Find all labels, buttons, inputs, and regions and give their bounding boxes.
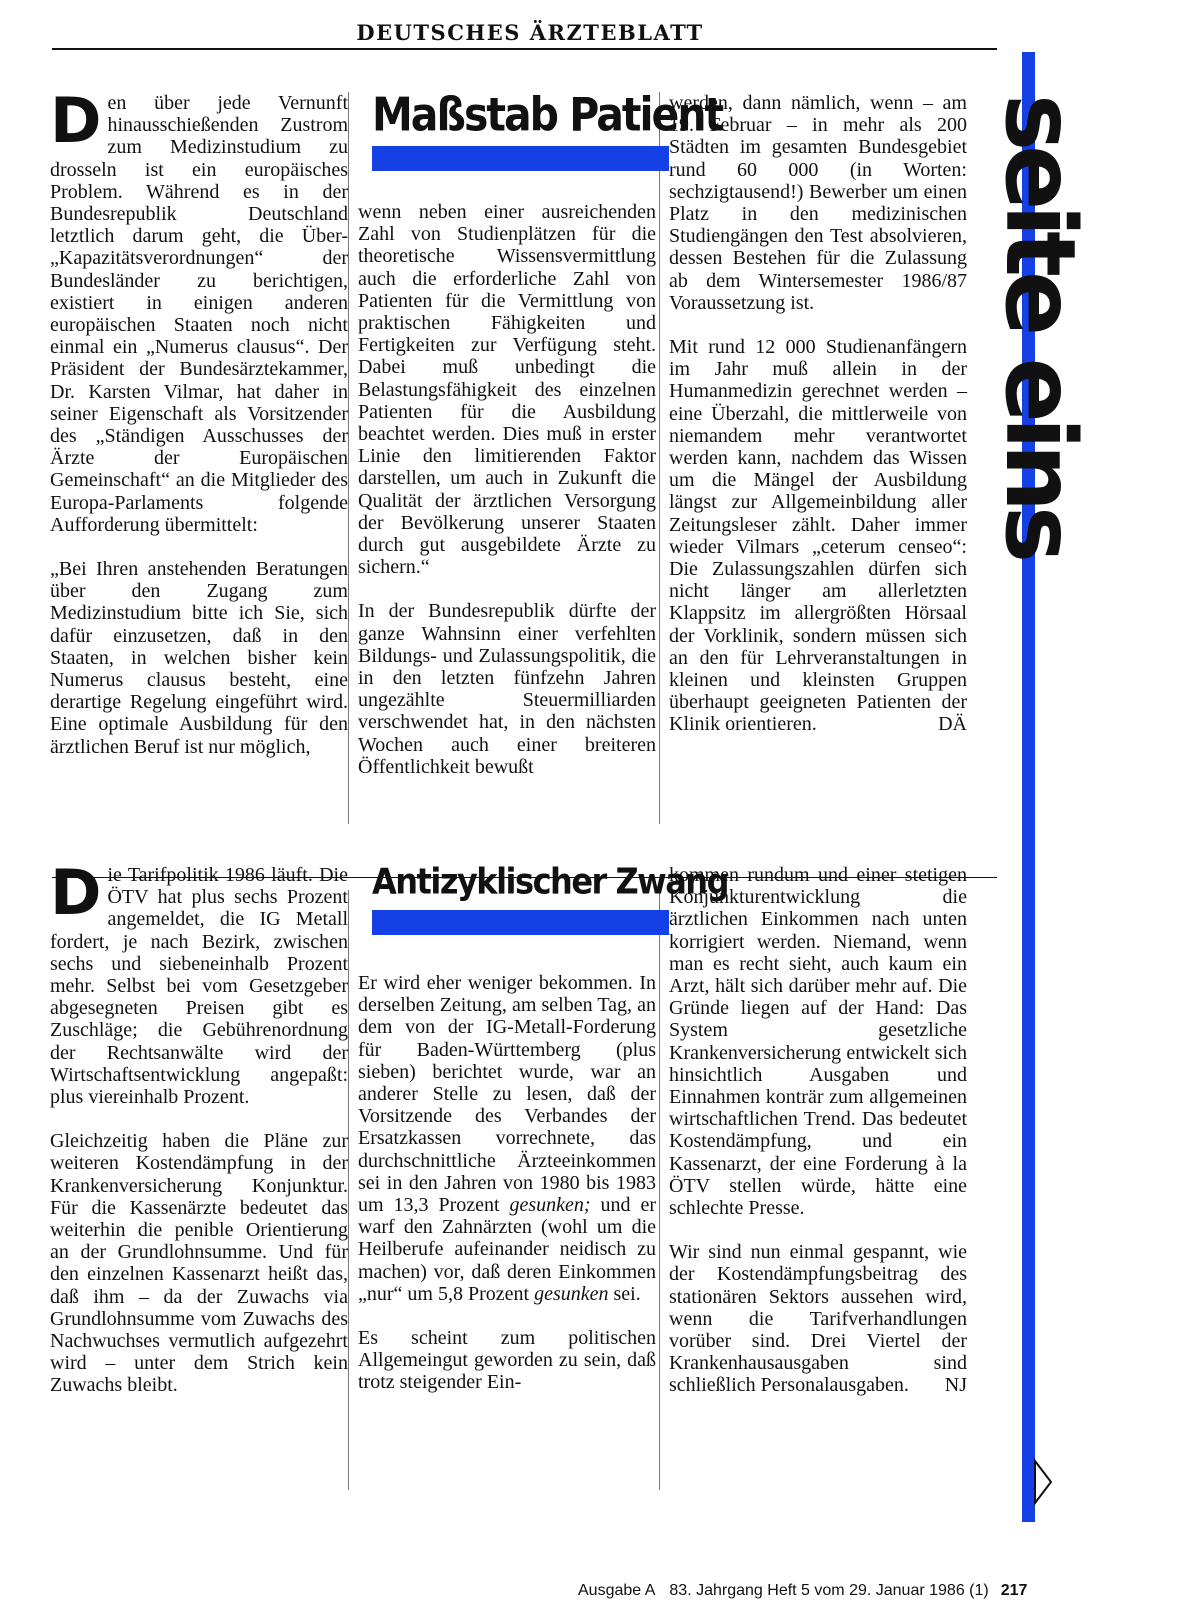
dropcap: D bbox=[50, 84, 102, 157]
dropcap: D bbox=[50, 856, 102, 929]
column-divider bbox=[659, 92, 660, 824]
column-divider bbox=[348, 92, 349, 824]
article2-headline: Antizyklischer Zwang bbox=[372, 860, 728, 903]
paragraph: kommen rundum und einer stetigen Konjunkturentwicklung die ärztlichen Einkommen nach unten korrigiert werden. Niemand, wenn man es recht sieht, auch kaum ein Arzt, hält sich darüber mehr auf. Die Gründe liegen auf der Hand: Das System gesetzliche Krankenversicherung entwickelt sich hinsichtlich Ausgaben und Einnahmen konträr zum allgemeinen wirtschaftlichen Trend. Das bedeutet Kostendämpfung, und ein Kassenarzt, der eine Forderung à la ÖTV stellen würde, hätte eine schlechte Presse. bbox=[669, 864, 967, 1220]
column-divider bbox=[659, 890, 660, 1490]
paragraph: wenn neben einer ausreichenden Zahl von Studienplätzen für die theoretische Wissensvermittlung auch die erforderliche Zahl von Patienten für die Vermittlung von praktischen Fähigkeiten und Fertigkeiten zur Verfügung steht. Dabei muß unbedingt die Belastungsfähigkeit des einzelnen Patienten für die Ausbildung beachtet werden. Dies muß in erster Linie den limitierenden Faktor darstellen, um auch in Zukunft die Qualität der ärztlichen Versorgung der Bevölkerung unserer Staaten durch gut ausgebildete Ärzte zu sichern.“ bbox=[358, 201, 656, 579]
paragraph: Er wird eher weniger bekommen. In derselben Zeitung, am selben Tag, an dem von der IG-Metall-Forderung für Baden-Württemberg (plus sieben) berichtet wurde, war an anderer Stelle zu lesen, daß der Vorsitzende des Verbandes der Ersatzkassen vorrechnete, das durchschnittliche Ärzteeinkommen sei in den Jahren von 1980 bis 1983 um 13,3 Prozent gesunken; und er warf den Zahnärzten (wohl um die Heilberufe aufeinander neidisch zu machen) vor, daß deren Einkommen „nur“ um 5,8 Prozent gesunken sei. bbox=[358, 972, 656, 1305]
paragraph: Wir sind nun einmal gespannt, wie der Kostendämpfungsbeitrag des stationären Sektors aussehen wird, wenn die Tarifverhandlungen vorüber sind. Drei Viertel der Krankenhausausgaben sind schließlich Personalausgaben. NJ bbox=[669, 1241, 967, 1397]
article2-column-3 bbox=[669, 864, 967, 1397]
article1-column-3 bbox=[669, 92, 967, 736]
edition-label: Ausgabe A bbox=[578, 1582, 656, 1599]
headline-blue-bar bbox=[372, 146, 669, 171]
article2-column-1 bbox=[50, 856, 348, 1397]
paragraph: Es scheint zum politischen Allgemeingut geworden zu sein, daß trotz steigender Ein- bbox=[358, 1327, 656, 1394]
paragraph: Den über jede Vernunft hinausschießenden Zustrom zum Medizinstudium zu drosseln ist ein europäisches Problem. Während es in der Bundesrepublik Deutschland letztlich darum geht, die Über-„Kapazitätsverordnungen“ der Bundesländer zu berichtigen, existiert in einigen anderen europäischen Staaten noch nicht einmal ein „Numerus clausus“. Der Präsident der Bundesärztekammer, Dr. Karsten Vilmar, hat daher in seiner Eigenschaft als Vorsitzender des „Ständigen Ausschusses der Ärzte der Europäischen Gemeinschaft“ an die Mitglieder des Europa-Parlaments folgende Aufforderung übermittelt: bbox=[50, 84, 348, 536]
article1-column-2 bbox=[358, 201, 656, 778]
paragraph: Die Tarifpolitik 1986 läuft. Die ÖTV hat plus sechs Prozent angemeldet, die IG Metall fordert, je nach Bezirk, zwischen sechs und siebeneinhalb Prozent mehr. Selbst bei vom Gesetzgeber abgesegneten Preisen gibt es Zuschläge; die Gebührenordnung der Rechtsanwälte wird der Wirtschaftsentwicklung angepaßt: plus viereinhalb Prozent. bbox=[50, 856, 348, 1109]
author-signature: DÄ bbox=[938, 713, 967, 736]
paragraph: „Bei Ihren anstehenden Beratungen über den Zugang zum Medizinstudium bitte ich Sie, sich dafür einzusetzen, daß in den Staaten, in welchen bisher kein Numerus clausus besteht, eine derartige Regelung eingeführt wird. Eine optimale Ausbildung für den ärztlichen Beruf ist nur möglich, bbox=[50, 558, 348, 758]
article1-headline: Maßstab Patient bbox=[372, 88, 723, 142]
arrow-right-outline-icon bbox=[1032, 1458, 1054, 1506]
paragraph: Mit rund 12 000 Studienanfängern im Jahr muß allein in der Humanmedizin gerechnet werden – eine Überzahl, die mittlerweile von niemandem mehr verantwortet werden kann, nachdem das Wissen um die Mängel der Ausbildung längst zur Allgemeinbildung aller Zeitungsleser zählt. Daher immer wieder Vilmars „ceterum censeo“: Die Zulassungszahlen dürfen sich nicht länger am allerletzten Klappsitz im allergrößten Hörsaal der Vorklinik, sondern müssen sich an den für Lehrveranstaltungen in kleinen und kleinsten Gruppen überhaupt geeigneten Patienten der Klinik orientieren. DÄ bbox=[669, 336, 967, 736]
author-signature: NJ bbox=[944, 1374, 967, 1397]
page-footer bbox=[578, 1582, 1027, 1600]
page-number: 217 bbox=[1000, 1582, 1028, 1599]
paragraph: Gleichzeitig haben die Pläne zur weiteren Kostendämpfung in der Krankenversicherung Konjunktur. Für die Kassenärzte bedeutet das weiterhin die penible Orientierung an der Grundlohnsumme. Und für den einzelnen Kassenarzt heißt das, daß ihm – da der Zuwachs via Grundlohnsumme vom Zuwachs des Nachwuchses vermutlich aufgezehrt wird – unter dem Strich kein Zuwachs bleibt. bbox=[50, 1130, 348, 1397]
article2-column-2 bbox=[358, 972, 656, 1394]
headline-blue-bar bbox=[372, 910, 669, 935]
column-divider bbox=[348, 890, 349, 1490]
sidebar-label: seite eins bbox=[984, 94, 1096, 558]
paragraph: In der Bundesrepublik dürfte der ganze Wahnsinn einer verfehlten Bildungs- und Zulassungspolitik, die in den letzten fünfzehn Jahren ungezählte Steuermilliarden verschwendet hat, in den nächsten Wochen auch einer breiteren Öffentlichkeit bewußt bbox=[358, 600, 656, 778]
publication-title: DEUTSCHES ÄRZTEBLATT bbox=[356, 20, 704, 45]
issue-info: 83. Jahrgang Heft 5 vom 29. Januar 1986 (1) bbox=[669, 1582, 989, 1599]
paragraph: werden, dann nämlich, wenn – am 19. Februar – in mehr als 200 Städten im gesamten Bundesgebiet rund 60 000 (in Worten: sechzigtausend!) Bewerber um einen Platz in den medizinischen Studiengängen den Test absolvieren, dessen Bestehen für die Zulassung ab dem Wintersemester 1986/87 Voraussetzung ist. bbox=[669, 92, 967, 314]
header-rule bbox=[52, 48, 997, 50]
article1-column-1 bbox=[50, 84, 348, 758]
